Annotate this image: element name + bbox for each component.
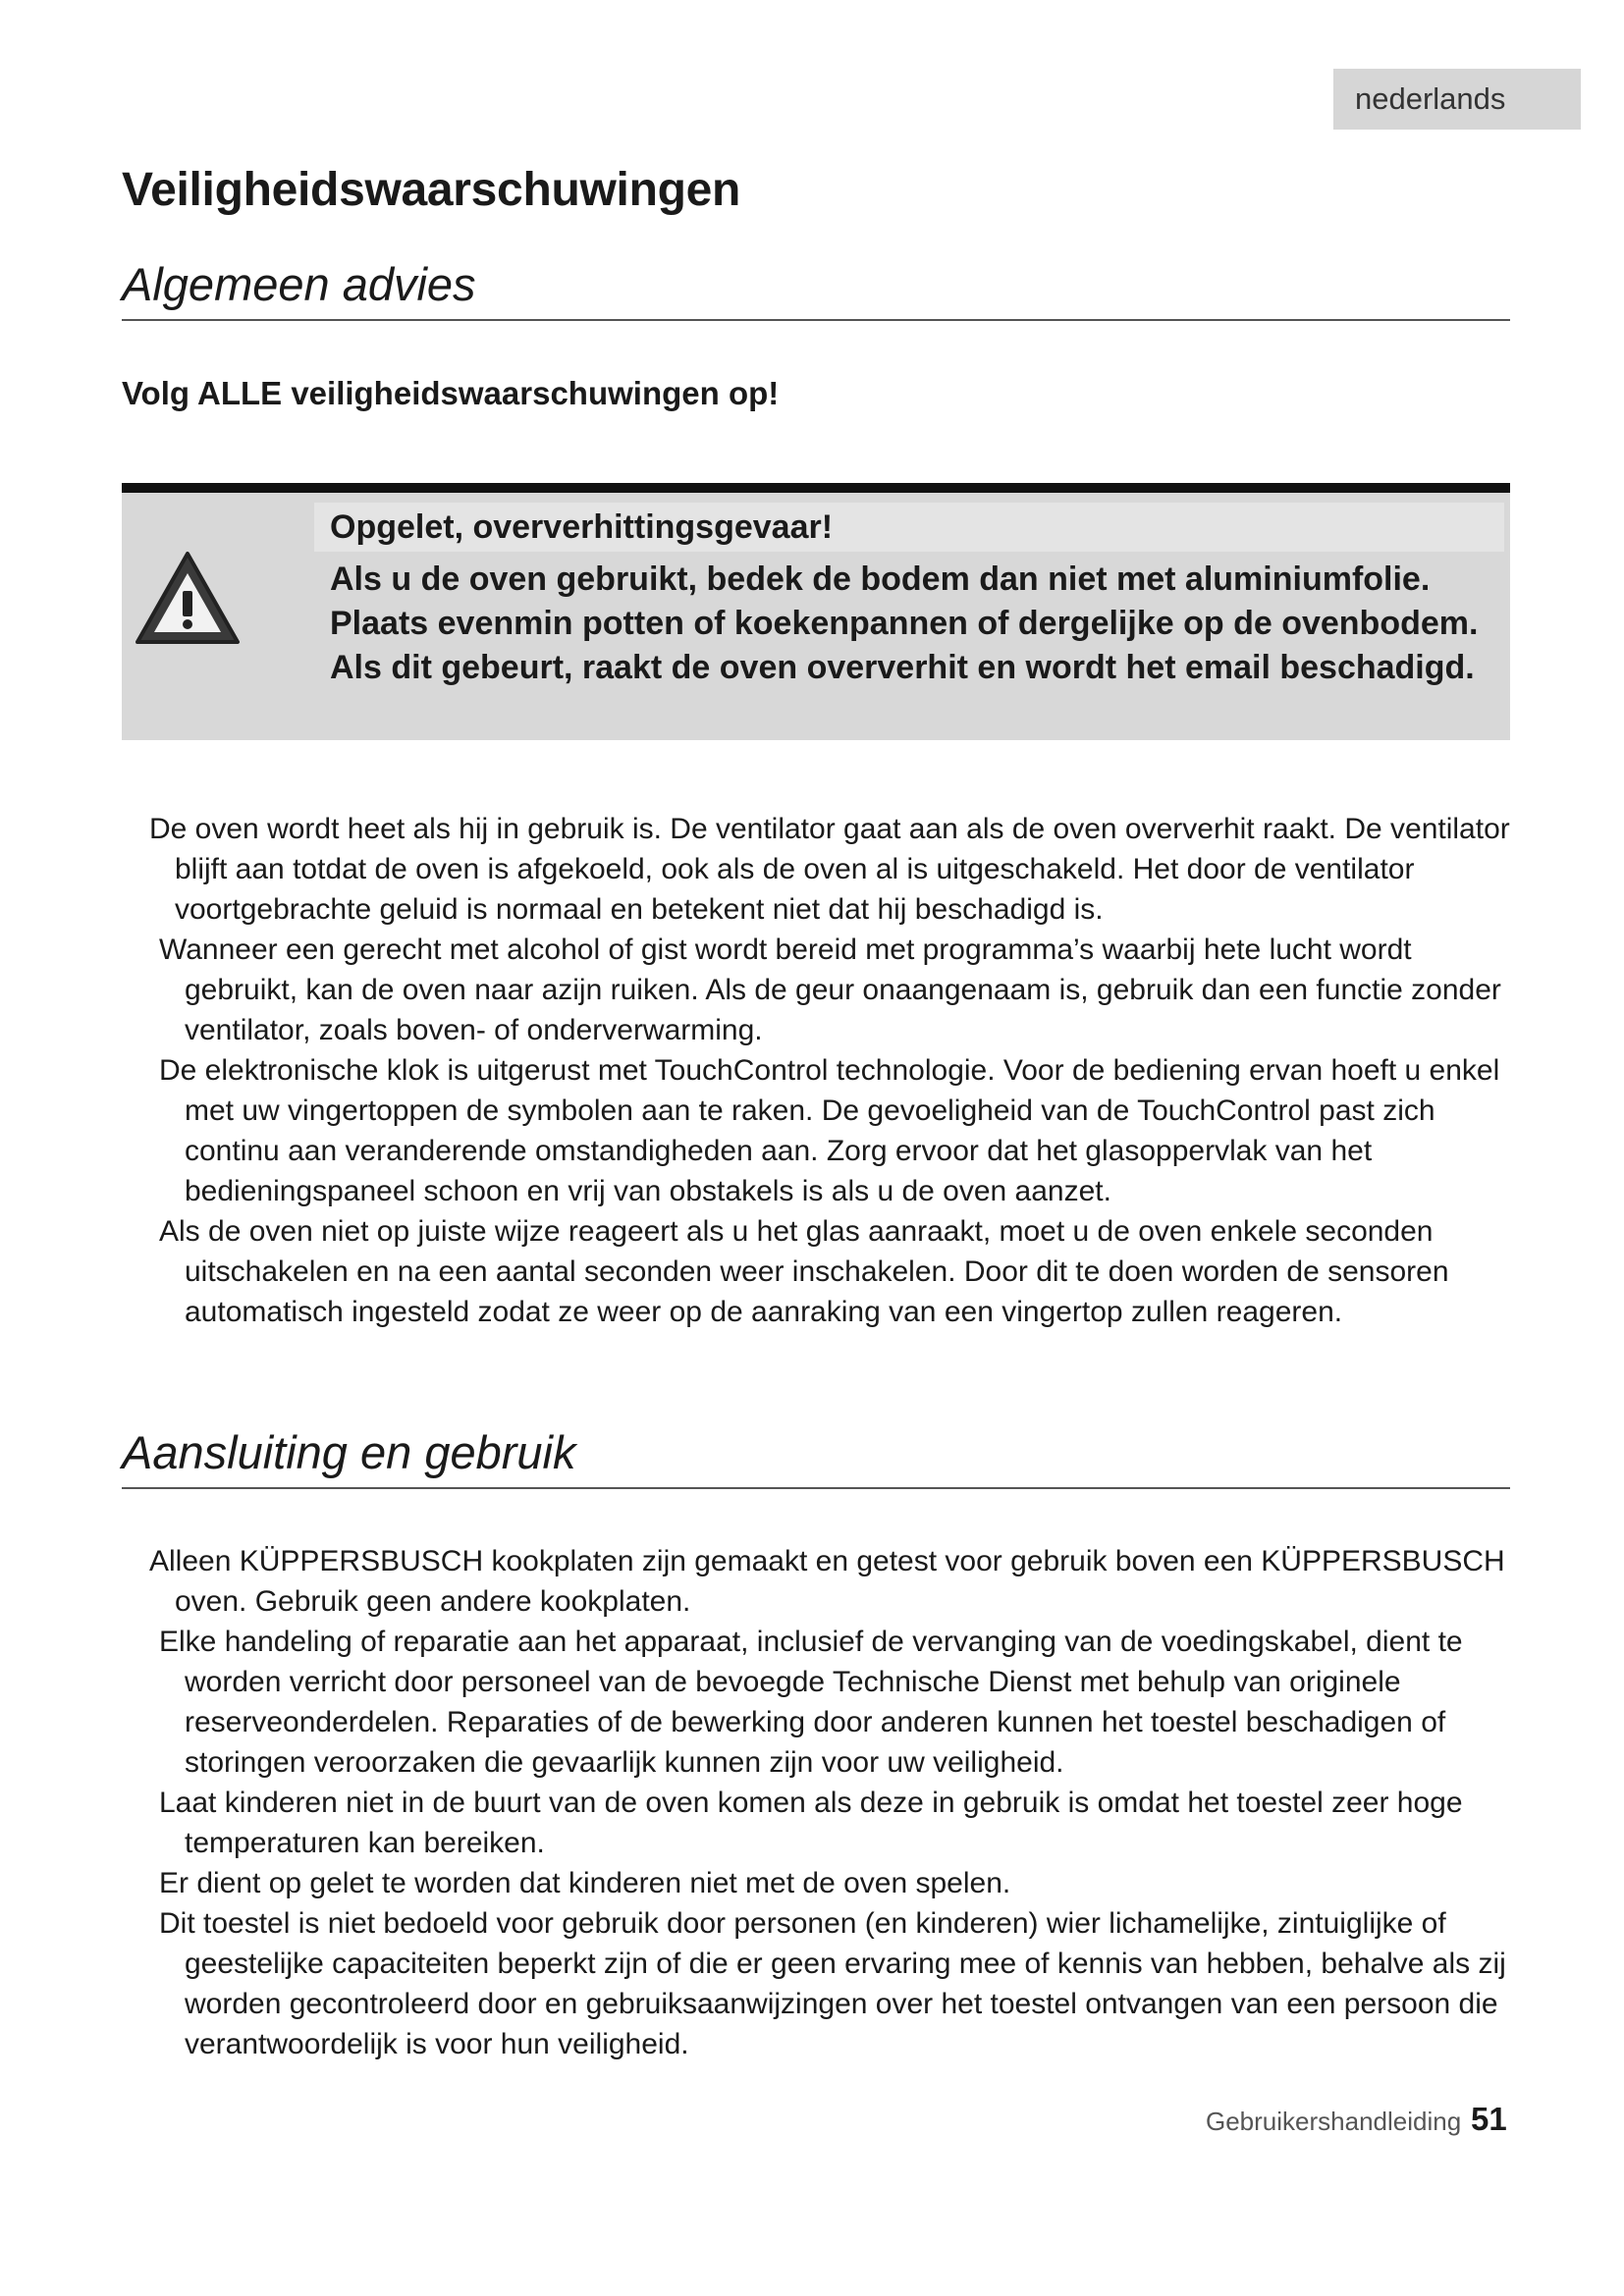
paragraph: De elektronische klok is uitgerust met TouchControl technologie. Voor de bediening ervan hoeft u enkel met uw vingertoppen de symbolen aan te raken. De gevoeligheid van de TouchControl past zich continu aan veranderende omstandigheden aan. Zorg ervoor dat het glasoppervlak van het bedieningspaneel schoon en vrij van obstakels is als u de oven aanzet. bbox=[159, 1054, 1500, 1207]
paragraph: Laat kinderen niet in de buurt van de oven komen als deze in gebruik is omdat het toestel zeer hoge temperaturen kan bereiken. bbox=[159, 1787, 1463, 1859]
paragraph: Als de oven niet op juiste wijze reageert als u het glas aanraakt, moet u de oven enkele seconden uitschakelen en na een aantal seconden weer inschakelen. Door dit te doen worden de sensoren automatisch ingesteld zodat ze weer op de aanraking van een vingertop zullen reageren. bbox=[159, 1215, 1449, 1328]
paragraph: Elke handeling of reparatie aan het apparaat, inclusief de vervanging van de voedingskabel, dient te worden verricht door personeel van de bevoegde Technische Dienst met behulp van originele reserveonderdelen. Reparaties of de bewerking door anderen kunnen het toestel beschadigen of storingen veroorzaken die gevaarlijk kunnen zijn voor uw veiligheid. bbox=[159, 1626, 1463, 1779]
connection-paragraphs bbox=[149, 1541, 1520, 2064]
intro-text: Volg ALLE veiligheidswaarschuwingen op! bbox=[122, 375, 780, 411]
paragraph: De oven wordt heet als hij in gebruik is. De ventilator gaat aan als de oven oververhit raakt. De ventilator blijft aan totdat de oven is afgekoeld, ook als de oven al is uitgeschakeld. Het door de ventilator voortgebrachte geluid is normaal en betekent niet dat hij beschadigd is. bbox=[149, 813, 1510, 926]
warning-box bbox=[122, 483, 1510, 740]
paragraph: Dit toestel is niet bedoeld voor gebruik door personen (en kinderen) wier lichamelijke, zintuiglijke of geestelijke capaciteiten beperkt zijn of die er geen ervaring mee of kennis van hebben, behalve als zij worden gecontroleerd door en gebruiksaanwijzingen over het toestel ontvangen van een persoon die verantwoordelijk is voor hun veiligheid. bbox=[159, 1907, 1506, 2060]
language-tab: nederlands bbox=[1333, 69, 1581, 130]
page-title: Veiligheidswaarschuwingen bbox=[122, 164, 741, 216]
section-heading-general: Algemeen advies bbox=[122, 257, 1510, 321]
section-heading-connection: Aansluiting en gebruik bbox=[122, 1425, 1510, 1489]
warning-heading: Opgelet, oververhittingsgevaar! bbox=[314, 503, 1504, 552]
warning-text: Als u de oven gebruikt, bedek de bodem dan niet met aluminiumfolie. Plaats evenmin potten of koekenpannen of dergelijke op de ovenbodem. Als dit gebeurt, raakt de oven oververhit en wordt het email beschadigd. bbox=[330, 561, 1479, 686]
page-number: 51 bbox=[1471, 2101, 1507, 2137]
footer-label: Gebruikershandleiding bbox=[1206, 2107, 1462, 2136]
warning-triangle-icon bbox=[134, 550, 242, 648]
paragraph: Er dient op gelet te worden dat kinderen niet met de oven spelen. bbox=[159, 1867, 1011, 1899]
paragraph: Wanneer een gerecht met alcohol of gist wordt bereid met programma’s waarbij hete lucht wordt gebruikt, kan de oven naar azijn ruiken. Als de geur onaangenaam is, gebruik dan een functie zonder ventilator, zoals boven- of onderverwarming. bbox=[159, 934, 1501, 1046]
general-paragraphs bbox=[149, 809, 1520, 1332]
paragraph: Alleen KÜPPERSBUSCH kookplaten zijn gemaakt en getest voor gebruik boven een KÜPPERSBUSCH oven. Gebruik geen andere kookplaten. bbox=[149, 1545, 1505, 1618]
